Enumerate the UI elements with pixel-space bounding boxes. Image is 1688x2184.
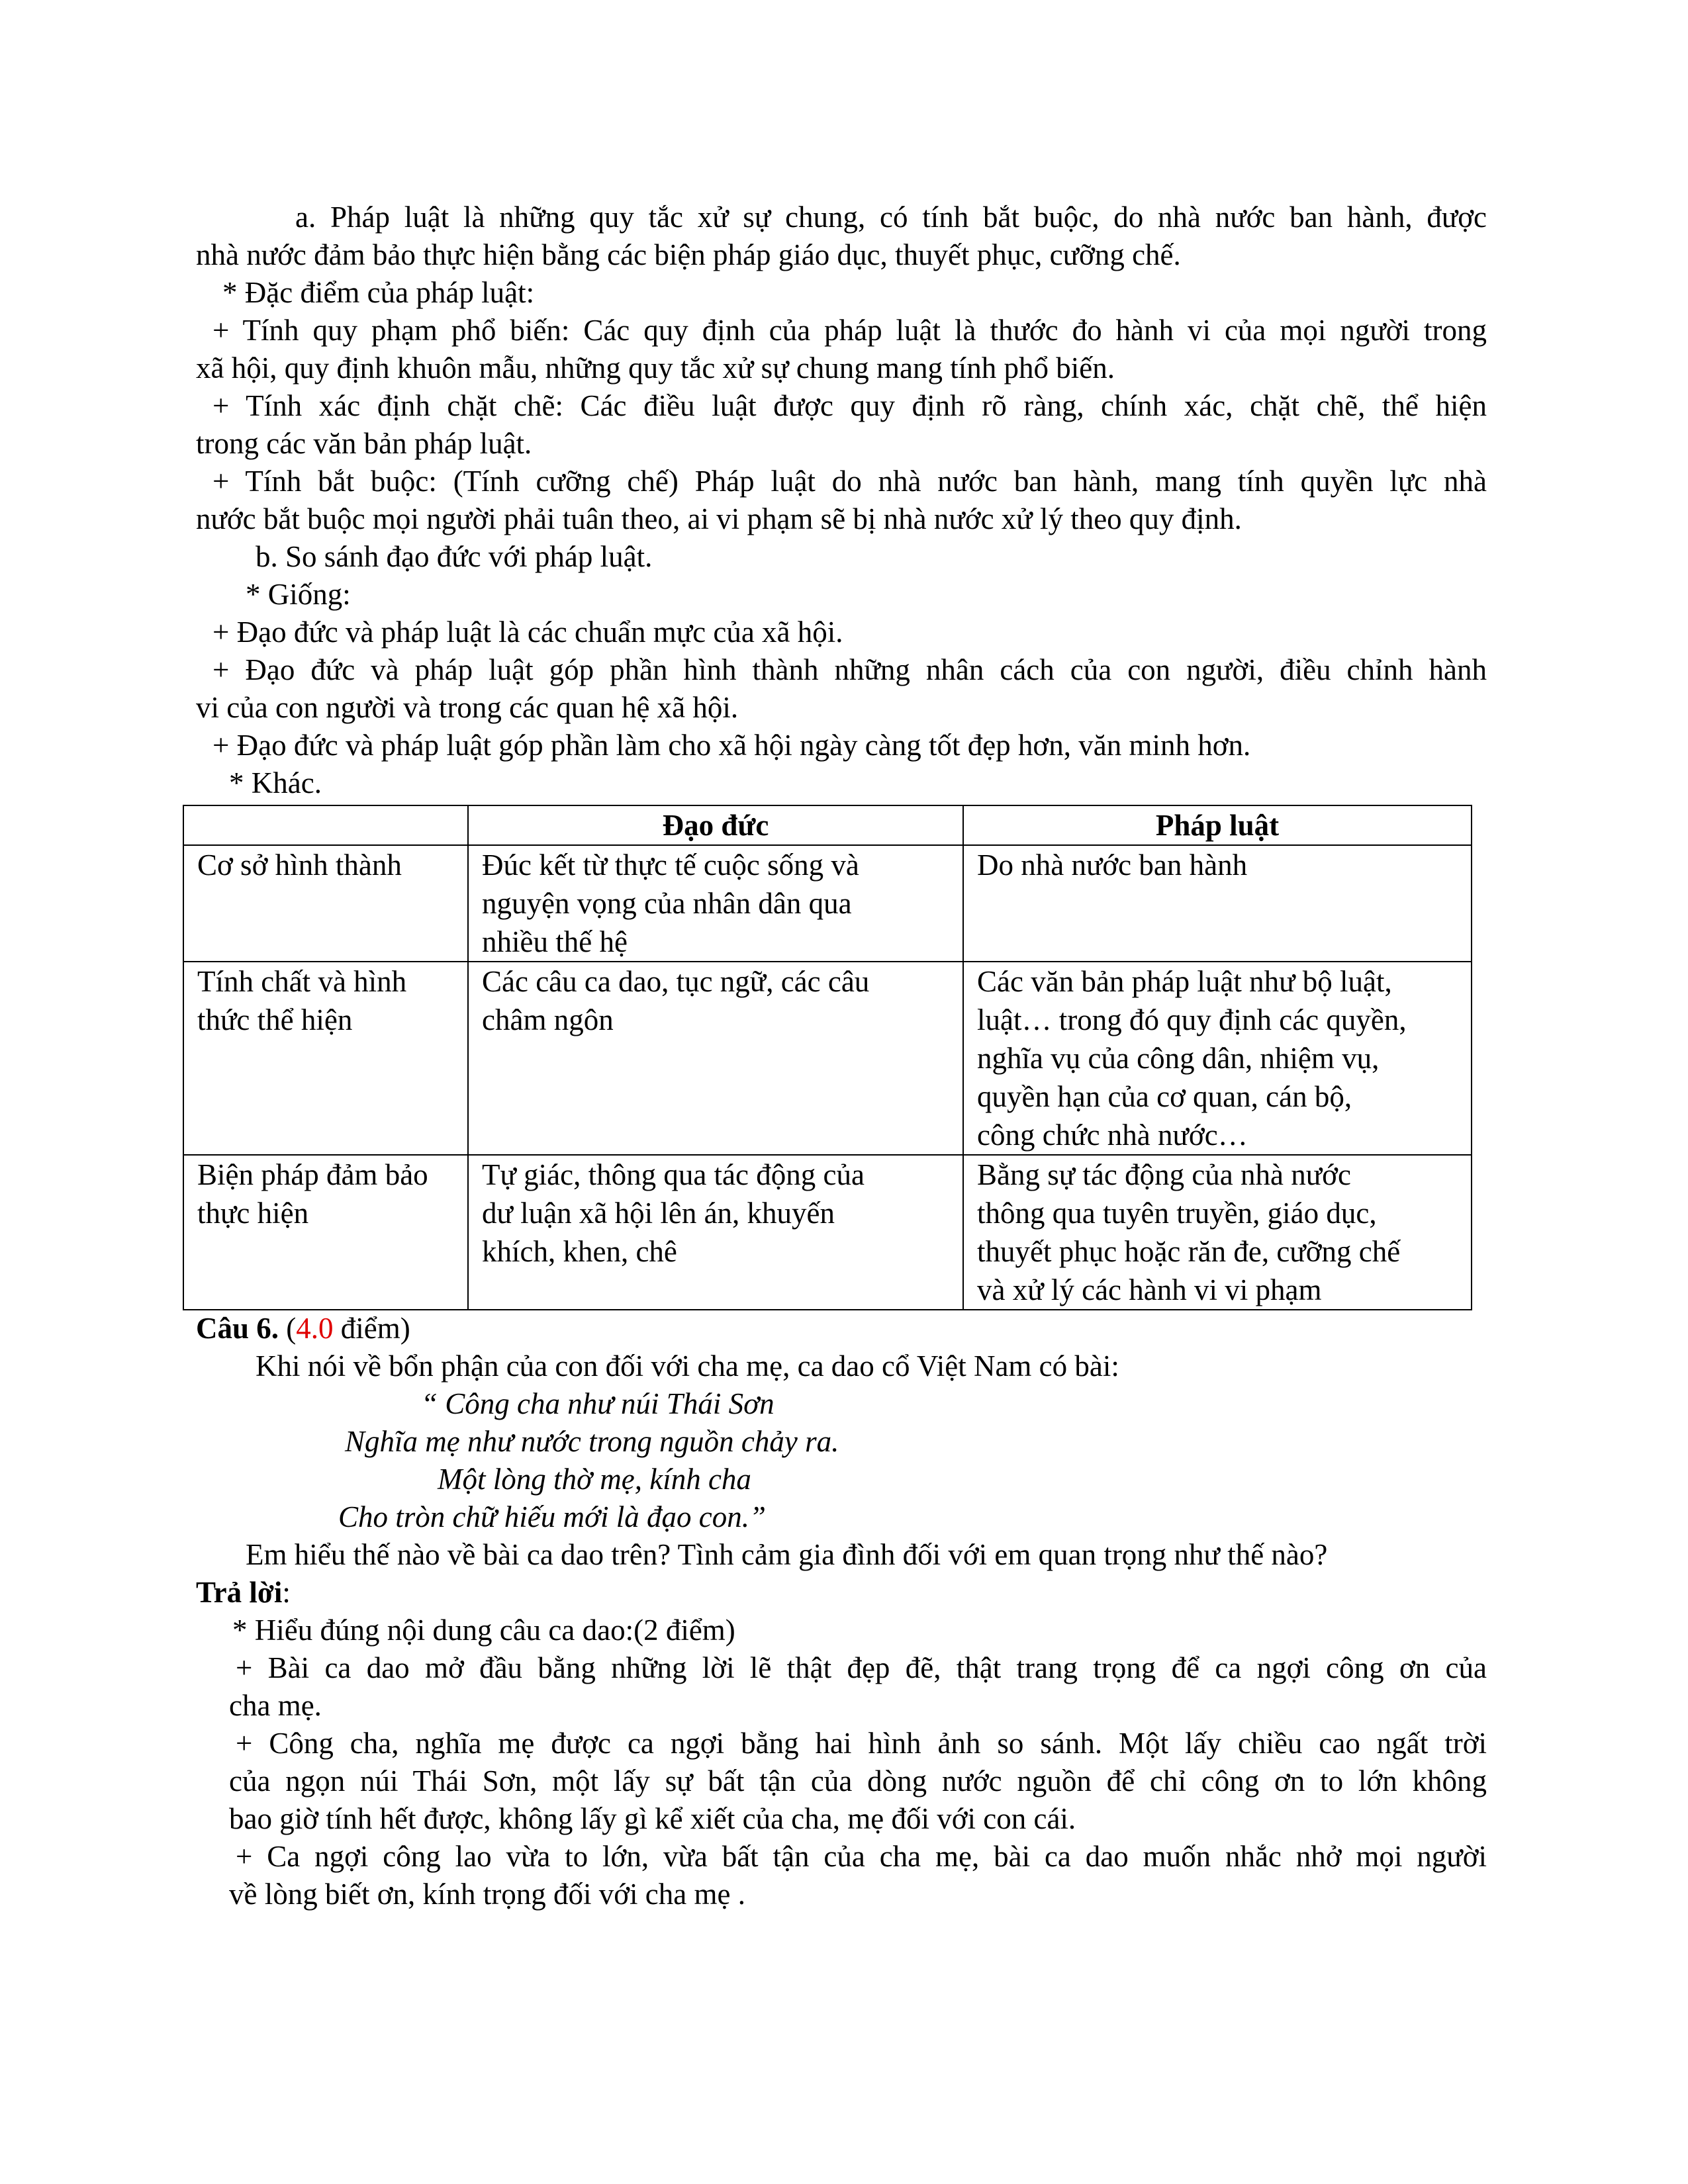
features-heading: * Đặc điểm của pháp luật: <box>222 276 535 309</box>
question-6-points-unit: điểm) <box>333 1312 410 1345</box>
answer-colon: : <box>282 1576 291 1609</box>
answer-understanding-heading: * Hiểu đúng nội dung câu ca dao:(2 điểm) <box>232 1614 735 1647</box>
answer-point-2-line-3: bao giờ tính hết được, không lấy gì kể xiết của cha, mẹ đối với con cái. <box>229 1802 1076 1835</box>
question-6-open-paren: ( <box>286 1312 297 1345</box>
question-6-heading <box>196 1309 410 1347</box>
question-6-points: 4.0 <box>296 1312 334 1345</box>
feature-2-line-2: trong các văn bản pháp luật. <box>196 427 532 460</box>
table-cell-ethics <box>468 845 963 962</box>
feature-3-line-2: nước bắt buộc mọi người phải tuân theo, ai vi phạm sẽ bị nhà nước xử lý theo quy định. <box>196 502 1242 535</box>
table-row <box>183 1155 1472 1310</box>
cell-line: Các câu ca dao, tục ngữ, các câu <box>482 965 870 998</box>
cell-line: Bằng sự tác động của nhà nước <box>977 1158 1351 1191</box>
table-header-empty <box>183 805 468 845</box>
cell-line: Cơ sở hình thành <box>197 848 402 882</box>
similarity-2-line-2: vi của con người và trong các quan hệ xã hội. <box>196 691 739 724</box>
question-6-label: Câu 6. <box>196 1312 279 1345</box>
similarity-2-line-1: + Đạo đức và pháp luật góp phần hình thành những nhân cách của con người, điều chỉnh hành <box>212 653 1487 686</box>
table-row <box>183 845 1472 962</box>
answer-heading <box>196 1573 291 1612</box>
table-cell-ethics <box>468 962 963 1155</box>
table-header-ethics: Đạo đức <box>468 805 963 845</box>
poem-line-4: Cho tròn chữ hiếu mới là đạo con.” <box>338 1500 767 1533</box>
answer-label: Trả lời <box>196 1576 283 1609</box>
similarities-heading: * Giống: <box>246 578 351 611</box>
definition-line-2: nhà nước đảm bảo thực hiện bằng các biện pháp giáo dục, thuyết phục, cưỡng chế. <box>196 238 1181 271</box>
differences-heading: * Khác. <box>229 766 322 799</box>
answer-point-3-line-1: + Ca ngợi công lao vừa to lớn, vừa bất tận của cha mẹ, bài ca dao muốn nhắc nhở mọi người <box>236 1840 1487 1873</box>
cell-line: Các văn bản pháp luật như bộ luật, <box>977 965 1392 998</box>
cell-line: và xử lý các hành vi vi phạm <box>977 1273 1322 1306</box>
answer-point-2-line-2: của ngọn núi Thái Sơn, một lấy sự bất tận của dòng nước nguồn để chỉ công ơn to lớn không <box>229 1764 1487 1797</box>
table-cell-law <box>963 962 1472 1155</box>
feature-2-line-1: + Tính xác định chặt chẽ: Các điều luật được quy định rõ ràng, chính xác, chặt chẽ, thể hiện <box>212 389 1487 422</box>
cell-line: quyền hạn của cơ quan, cán bộ, <box>977 1080 1352 1113</box>
cell-line: khích, khen, chê <box>482 1235 677 1268</box>
cell-line: nghĩa vụ của công dân, nhiệm vụ, <box>977 1042 1380 1075</box>
table-row <box>183 962 1472 1155</box>
table-cell-criteria <box>183 845 468 962</box>
answer-point-1-line-2: cha mẹ. <box>229 1689 322 1722</box>
cell-line: thực hiện <box>197 1197 309 1230</box>
feature-1-line-1: + Tính quy phạm phổ biến: Các quy định của pháp luật là thước đo hành vi của mọi người trong <box>212 314 1487 347</box>
cell-line: châm ngôn <box>482 1003 614 1036</box>
question-6-intro: Khi nói về bổn phận của con đối với cha mẹ, ca dao cổ Việt Nam có bài: <box>256 1349 1119 1383</box>
cell-line: thuyết phục hoặc răn đe, cưỡng chế <box>977 1235 1401 1268</box>
cell-line: luật… trong đó quy định các quyền, <box>977 1003 1407 1036</box>
poem-line-1: “ Công cha như núi Thái Sơn <box>421 1387 774 1420</box>
cell-line: nguyện vọng của nhân dân qua <box>482 887 852 920</box>
definition-line-1: a. Pháp luật là những quy tắc xử sự chung, có tính bắt buộc, do nhà nước ban hành, được <box>295 201 1487 234</box>
cell-line: Biện pháp đảm bảo <box>197 1158 428 1191</box>
feature-3-line-1: + Tính bắt buộc: (Tính cưỡng chế) Pháp luật do nhà nước ban hành, mang tính quyền lực nhà <box>212 465 1487 498</box>
poem-line-2: Nghĩa mẹ như nước trong nguồn chảy ra. <box>345 1425 839 1458</box>
cell-line: Do nhà nước ban hành <box>977 848 1248 882</box>
cell-line: nhiều thế hệ <box>482 925 628 958</box>
poem-line-3: Một lòng thờ mẹ, kính cha <box>438 1463 751 1496</box>
cell-line: thức thể hiện <box>197 1003 353 1036</box>
cell-line: công chức nhà nước… <box>977 1118 1248 1152</box>
comparison-table <box>183 805 1472 1310</box>
cell-line: dư luận xã hội lên án, khuyến <box>482 1197 835 1230</box>
table-cell-criteria <box>183 962 468 1155</box>
question-6-prompt: Em hiểu thế nào về bài ca dao trên? Tình cảm gia đình đối với em quan trọng như thế nào? <box>246 1538 1328 1571</box>
table-cell-criteria <box>183 1155 468 1310</box>
cell-line: Tự giác, thông qua tác động của <box>482 1158 865 1191</box>
table-header-law: Pháp luật <box>963 805 1472 845</box>
comparison-heading: b. So sánh đạo đức với pháp luật. <box>256 540 653 573</box>
similarity-1: + Đạo đức và pháp luật là các chuẩn mực của xã hội. <box>212 615 843 649</box>
cell-line: Đúc kết từ thực tế cuộc sống và <box>482 848 859 882</box>
cell-line: thông qua tuyên truyền, giáo dục, <box>977 1197 1377 1230</box>
table-cell-law <box>963 845 1472 962</box>
table-cell-law <box>963 1155 1472 1310</box>
answer-point-1-line-1: + Bài ca dao mở đầu bằng những lời lẽ thật đẹp đẽ, thật trang trọng để ca ngợi công ơn của <box>236 1651 1487 1684</box>
table-cell-ethics <box>468 1155 963 1310</box>
answer-point-3-line-2: về lòng biết ơn, kính trọng đối với cha mẹ . <box>229 1878 745 1911</box>
answer-point-2-line-1: + Công cha, nghĩa mẹ được ca ngợi bằng hai hình ảnh so sánh. Một lấy chiều cao ngất trời <box>236 1727 1487 1760</box>
cell-line: Tính chất và hình <box>197 965 407 998</box>
similarity-3: + Đạo đức và pháp luật góp phần làm cho xã hội ngày càng tốt đẹp hơn, văn minh hơn. <box>212 729 1251 762</box>
feature-1-line-2: xã hội, quy định khuôn mẫu, những quy tắc xử sự chung mang tính phổ biến. <box>196 351 1115 385</box>
table-header-row <box>183 805 1472 845</box>
